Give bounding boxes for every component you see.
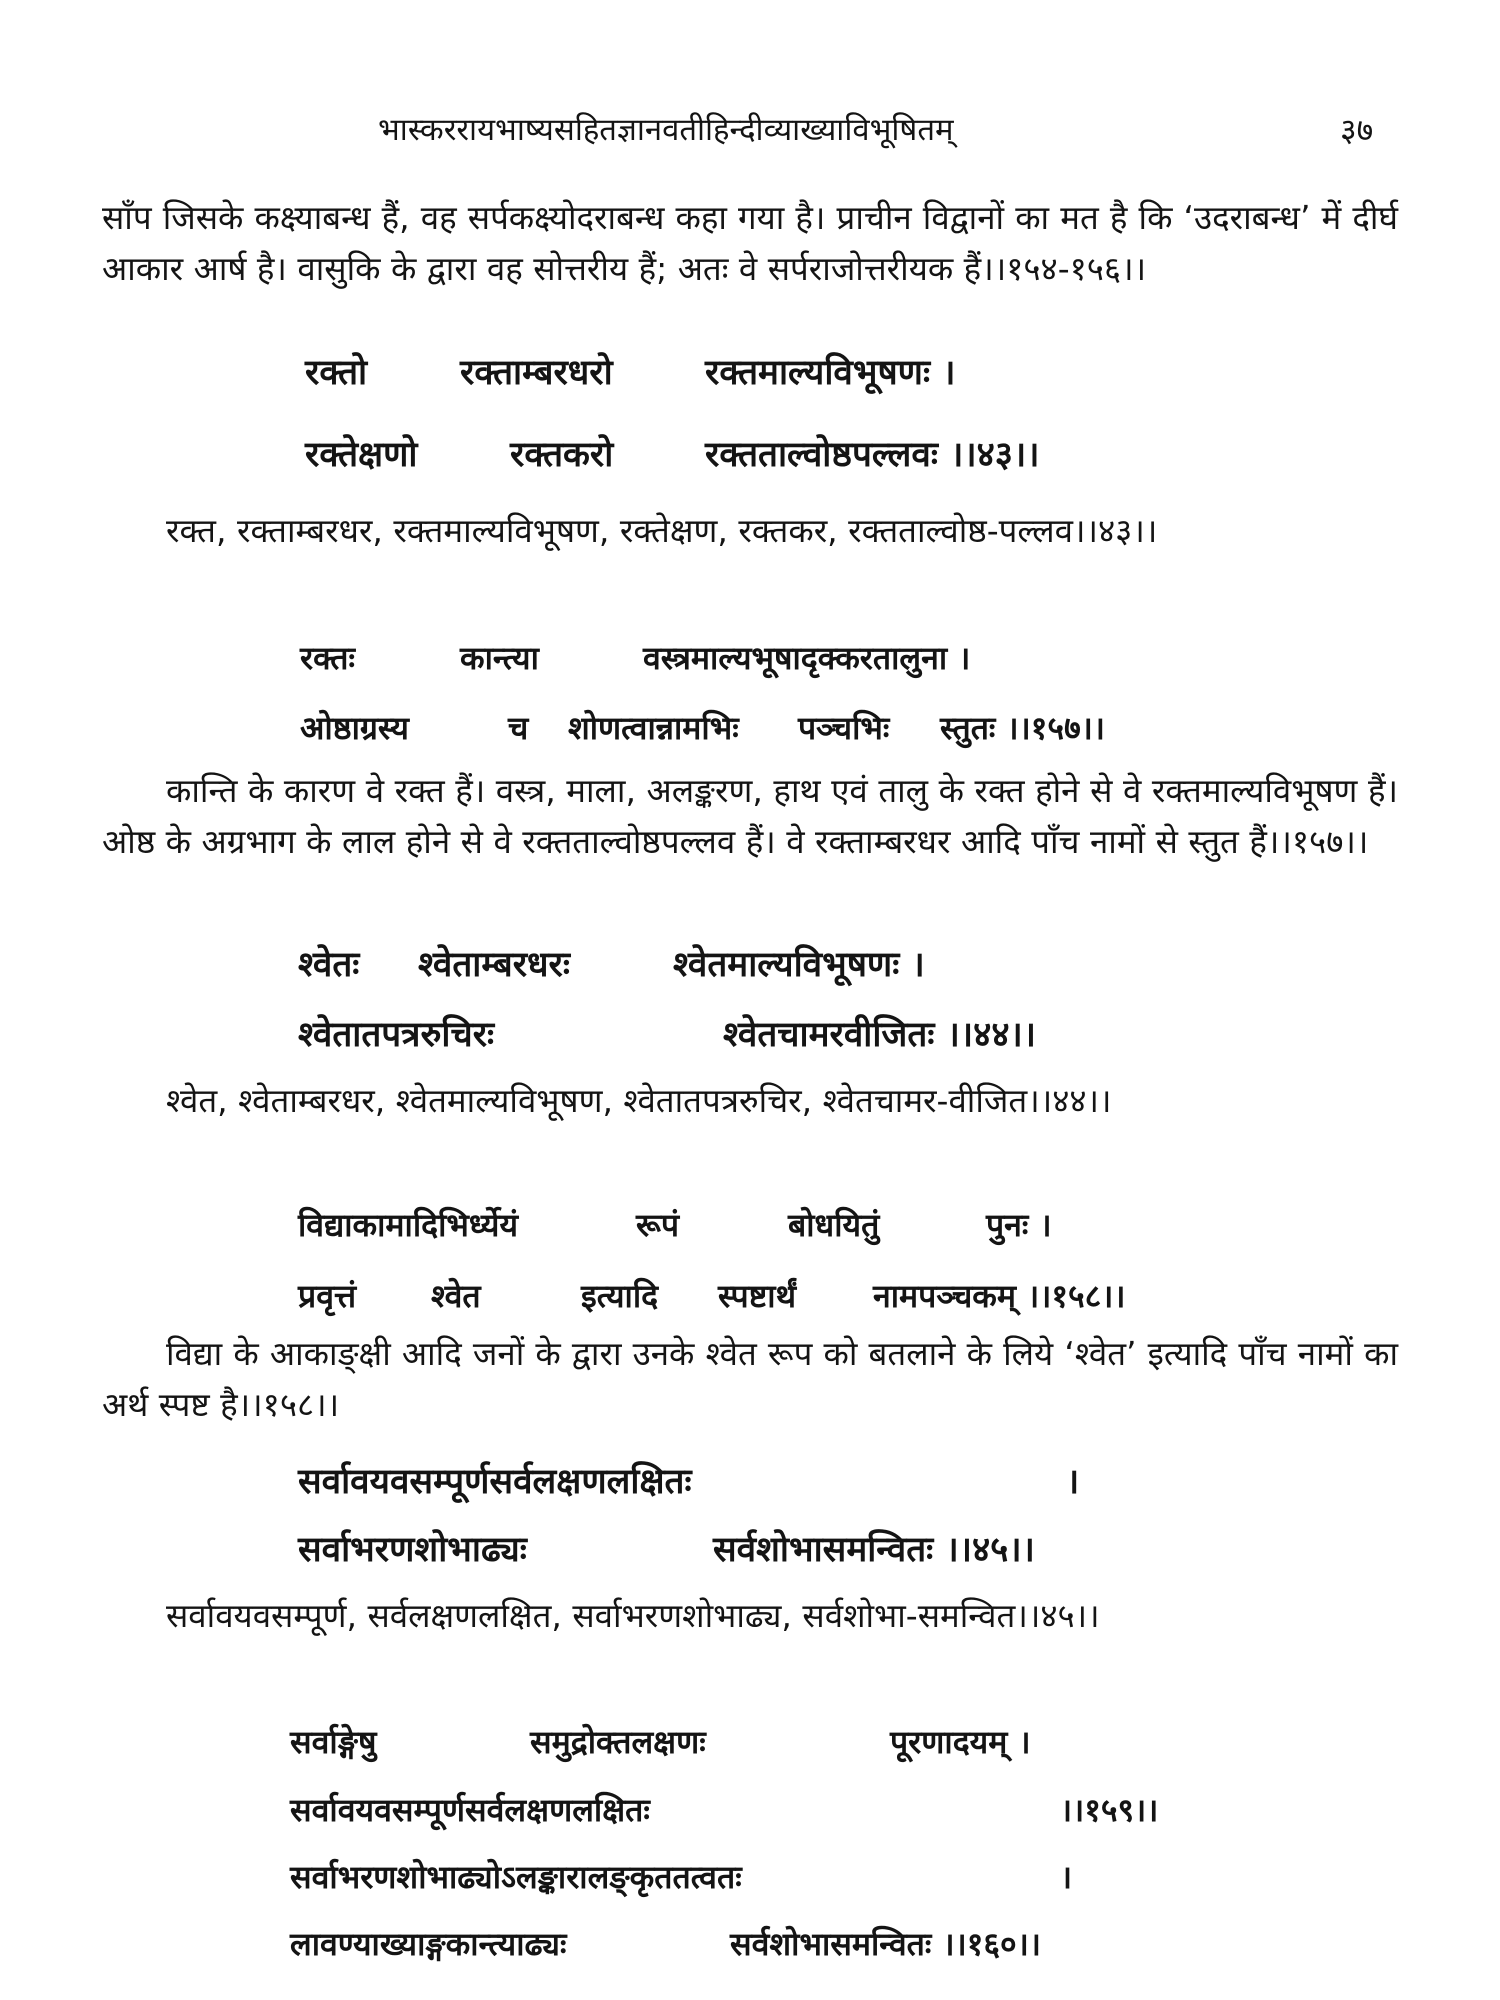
- verse-43-line-2: [305, 430, 1255, 486]
- verse-word: रक्तो: [305, 353, 368, 393]
- commentary-paragraph-157: कान्ति के कारण वे रक्त हैं। वस्त्र, माला, अलङ्करण, हाथ एवं तालु के रक्त होने से वे रक्तमाल्यविभूषण हैं। ओष्ठ के अग्रभाग के लाल होने से वे रक्तताल्वोष्ठपल्लव हैं। वे रक्ताम्बरधर आदि पाँच नामों से स्तुत हैं।।१५७।।: [102, 771, 1398, 861]
- verse-45-line-2: [298, 1525, 1248, 1581]
- translation-paragraph-45: सर्वावयवसम्पूर्ण, सर्वलक्षणलक्षित, सर्वाभरणशोभाढ्य, सर्वशोभा-समन्वित।।४५।।: [166, 1596, 1100, 1635]
- verse-word: सर्वावयवसम्पूर्णसर्वलक्षणलक्षितः: [298, 1462, 692, 1502]
- verse-word: ।: [1060, 1858, 1073, 1896]
- verse-word: सर्वाभरणशोभाढ्योऽलङ्कारालङ्कृततत्वतः: [290, 1858, 742, 1896]
- commentary-paragraph-1: साँप जिसके कक्ष्याबन्ध हैं, वह सर्पकक्ष्योदराबन्ध कहा गया है। प्राचीन विद्वानों का मत है कि ‘उदराबन्ध’ में दीर्घ आकार आर्ष है। वासुकि के द्वारा वह सोत्तरीय हैं; अतः वे सर्पराजोत्तरीयक हैं।।१५४-१५६।।: [102, 198, 1398, 288]
- running-title: भास्कररायभाष्यसहितज्ञानवतीहिन्दीव्याख्याविभूषितम्: [378, 112, 954, 148]
- commentary-paragraph-158: विद्या के आकाङ्क्षी आदि जनों के द्वारा उनके श्वेत रूप को बतलाने के लिये ‘श्वेत’ इत्यादि पाँच नामों का अर्थ स्पष्ट है।।१५८।।: [102, 1334, 1398, 1424]
- verse-word: बोधयितुं: [788, 1206, 880, 1244]
- verse-word: सर्वावयवसम्पूर्णसर्वलक्षणलक्षितः: [290, 1791, 650, 1829]
- verse-word: श्वेतमाल्यविभूषणः ।: [673, 945, 925, 985]
- verse-word: वस्त्रमाल्यभूषादृक्करतालुना ।: [643, 639, 971, 677]
- verse-word: श्वेतः: [298, 945, 360, 985]
- verse-159-line-2: [290, 1788, 1210, 1844]
- verse-43-line-1: [305, 348, 1205, 404]
- verse-word: रक्तमाल्यविभूषणः ।: [705, 353, 956, 393]
- verse-44-line-1: [298, 940, 1198, 996]
- verse-word: लावण्याख्याङ्गकान्त्याढ्यः: [290, 1925, 567, 1963]
- verse-word: श्वेताम्बरधरः: [418, 945, 570, 985]
- verse-word: रक्तेक्षणो: [305, 435, 418, 475]
- verse-word: रक्ताम्बरधरो: [460, 353, 613, 393]
- verse-158-line-2: [298, 1274, 1248, 1330]
- verse-word: च: [508, 709, 529, 747]
- verse-word: प्रवृत्तं: [298, 1277, 357, 1315]
- verse-word: पूरणादयम् ।: [890, 1723, 1031, 1761]
- verse-word: ओष्ठाग्रस्य: [300, 709, 409, 747]
- verse-157-line-1: [300, 636, 1200, 692]
- verse-word: सर्वशोभासमन्वितः ।।१६०।।: [730, 1925, 1041, 1963]
- verse-157-line-2: [300, 706, 1200, 762]
- verse-word: स्तुतः ।।१५७।।: [940, 709, 1105, 747]
- verse-word: ।: [1066, 1462, 1080, 1502]
- running-header: [0, 108, 1500, 168]
- verse-word: पञ्चभिः: [798, 709, 890, 747]
- verse-word: शोणत्वान्नामभिः: [568, 709, 739, 747]
- verse-word: रक्तताल्वोष्ठपल्लवः ।।४३।।: [705, 435, 1040, 475]
- verse-word: रक्तः: [300, 639, 355, 677]
- verse-word: श्वेतचामरवीजितः ।।४४।।: [723, 1015, 1037, 1055]
- verse-word: रूपं: [636, 1206, 680, 1244]
- verse-word: श्वेतातपत्ररुचिरः: [298, 1015, 495, 1055]
- verse-word: विद्याकामादिभिर्ध्येयं: [298, 1206, 519, 1244]
- verse-word: पुनः ।: [986, 1206, 1052, 1244]
- verse-word: ।।१५९।।: [1060, 1791, 1159, 1829]
- verse-word: कान्त्या: [460, 639, 539, 677]
- verse-word: नामपञ्चकम् ।।१५८।।: [873, 1277, 1126, 1315]
- verse-160-line-2: [290, 1922, 1210, 1978]
- verse-word: समुद्रोक्तलक्षणः: [530, 1723, 706, 1761]
- page-number: ३७: [1340, 111, 1374, 149]
- verse-word: श्वेत: [431, 1277, 481, 1315]
- verse-158-line-1: [298, 1203, 1198, 1259]
- verse-45-line-1: [298, 1457, 1198, 1513]
- verse-159-line-1: [290, 1720, 1210, 1776]
- verse-word: सर्वाङ्गेषु: [290, 1723, 377, 1761]
- verse-word: स्पष्टार्थं: [718, 1277, 797, 1315]
- verse-160-line-1: [290, 1855, 1210, 1911]
- verse-word: सर्वशोभासमन्वितः ।।४५।।: [713, 1530, 1035, 1570]
- translation-paragraph-44: श्वेत, श्वेताम्बरधर, श्वेतमाल्यविभूषण, श्वेतातपत्ररुचिर, श्वेतचामर-वीजित।।४४।।: [166, 1081, 1112, 1120]
- verse-44-line-2: [298, 1010, 1248, 1066]
- verse-word: रक्तकरो: [510, 435, 614, 475]
- translation-paragraph-43: रक्त, रक्ताम्बरधर, रक्तमाल्यविभूषण, रक्तेक्षण, रक्तकर, रक्तताल्वोष्ठ-पल्लव।।४३।।: [166, 511, 1158, 550]
- verse-word: सर्वाभरणशोभाढ्यः: [298, 1530, 527, 1570]
- verse-word: इत्यादि: [581, 1277, 659, 1315]
